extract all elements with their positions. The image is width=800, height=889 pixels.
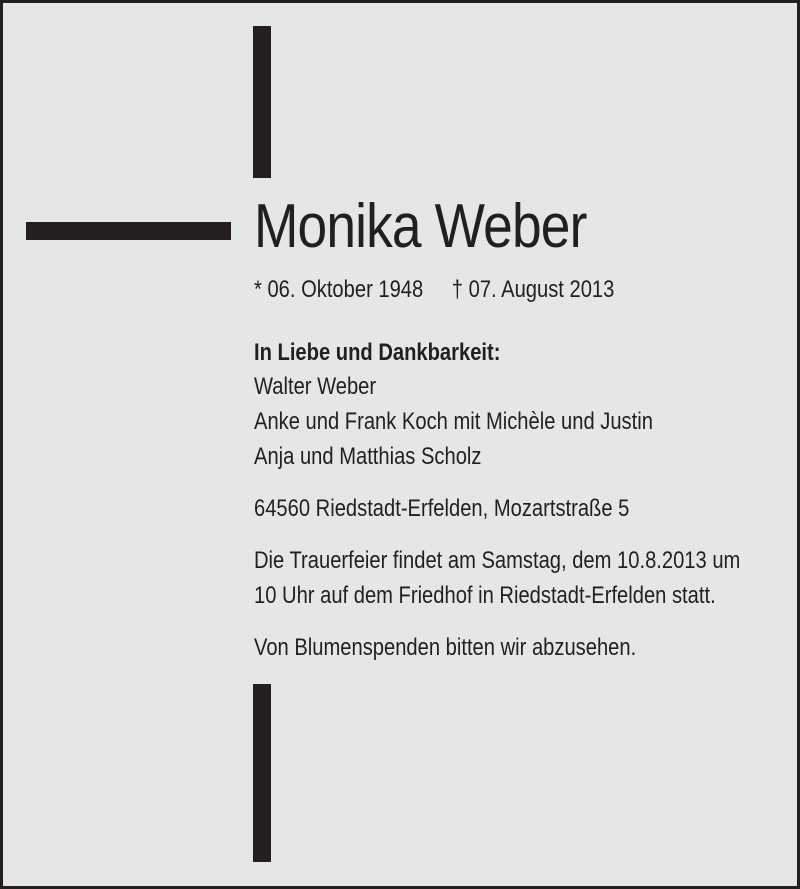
cross-top-bar [253,26,271,178]
mourner-line: Anja und Matthias Scholz [254,443,482,470]
death-date: † 07. August 2013 [451,276,615,303]
obituary-card [3,3,797,886]
cross-left-bar [26,222,231,240]
deceased-name: Monika Weber [254,192,587,261]
flowers-note: Von Blumenspenden bitten wir abzusehen. [254,634,637,661]
cross-bottom-bar [253,684,271,862]
mourners-heading: In Liebe und Dankbarkeit: [254,339,501,366]
birth-date: * 06. Oktober 1948 [254,276,424,303]
funeral-info-line: Die Trauerfeier findet am Samstag, dem 10.8.2013 um [254,547,741,574]
mourner-line: Walter Weber [254,373,377,400]
life-dates [254,276,614,304]
mourner-line: Anke und Frank Koch mit Michèle und Justin [254,408,653,435]
funeral-info-line: 10 Uhr auf dem Friedhof in Riedstadt-Erfelden statt. [254,582,716,609]
address: 64560 Riedstadt-Erfelden, Mozartstraße 5 [254,495,630,522]
